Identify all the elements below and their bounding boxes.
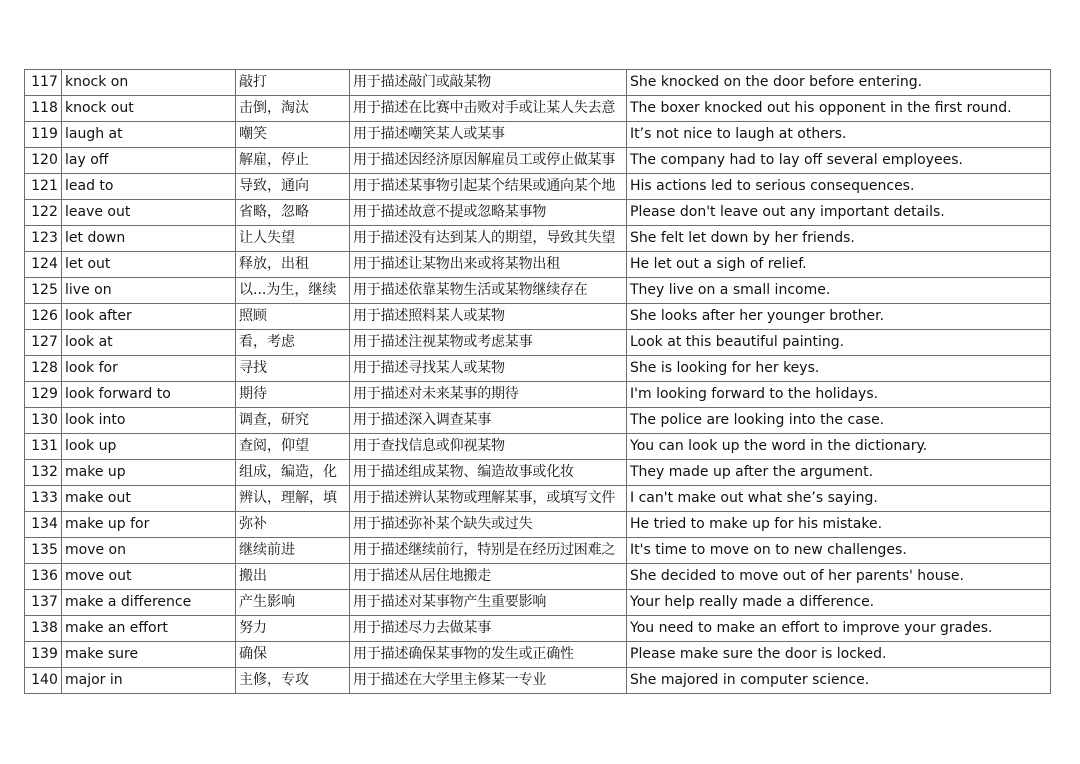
phrase-table [24, 69, 1051, 694]
phrase-cell: look into [62, 408, 236, 434]
usage-cell: 用于描述尽力去做某事 [350, 616, 627, 642]
phrase-cell: look after [62, 304, 236, 330]
example-cell: She majored in computer science. [627, 668, 1051, 694]
meaning-cell: 查阅，仰望 [236, 434, 350, 460]
row-number: 137 [25, 590, 62, 616]
usage-cell: 用于描述嘲笑某人或某事 [350, 122, 627, 148]
usage-cell: 用于描述寻找某人或某物 [350, 356, 627, 382]
table-row [25, 616, 1051, 642]
usage-cell: 用于描述辨认某物或理解某事，或填写文件 [350, 486, 627, 512]
usage-cell: 用于描述某事物引起某个结果或通向某个地 [350, 174, 627, 200]
phrase-cell: lay off [62, 148, 236, 174]
usage-cell: 用于描述照料某人或某物 [350, 304, 627, 330]
table-row [25, 486, 1051, 512]
table-row [25, 590, 1051, 616]
row-number: 125 [25, 278, 62, 304]
example-cell: You can look up the word in the dictionary. [627, 434, 1051, 460]
table-row [25, 148, 1051, 174]
phrase-cell: make an effort [62, 616, 236, 642]
phrase-cell: make a difference [62, 590, 236, 616]
usage-cell: 用于描述深入调查某事 [350, 408, 627, 434]
usage-cell: 用于描述组成某物、编造故事或化妆 [350, 460, 627, 486]
row-number: 120 [25, 148, 62, 174]
phrase-cell: move on [62, 538, 236, 564]
phrase-cell: laugh at [62, 122, 236, 148]
row-number: 132 [25, 460, 62, 486]
table-row [25, 460, 1051, 486]
meaning-cell: 嘲笑 [236, 122, 350, 148]
table-row [25, 642, 1051, 668]
meaning-cell: 导致，通向 [236, 174, 350, 200]
meaning-cell: 调查，研究 [236, 408, 350, 434]
table-row [25, 122, 1051, 148]
usage-cell: 用于描述继续前行，特别是在经历过困难之 [350, 538, 627, 564]
usage-cell: 用于描述确保某事物的发生或正确性 [350, 642, 627, 668]
meaning-cell: 解雇，停止 [236, 148, 350, 174]
table-row [25, 174, 1051, 200]
phrase-cell: make up [62, 460, 236, 486]
meaning-cell: 主修，专攻 [236, 668, 350, 694]
phrase-cell: look forward to [62, 382, 236, 408]
table-row [25, 382, 1051, 408]
phrase-cell: knock on [62, 70, 236, 96]
table-body [25, 70, 1051, 694]
example-cell: You need to make an effort to improve your grades. [627, 616, 1051, 642]
example-cell: They live on a small income. [627, 278, 1051, 304]
meaning-cell: 产生影响 [236, 590, 350, 616]
example-cell: Your help really made a difference. [627, 590, 1051, 616]
usage-cell: 用于描述对未来某事的期待 [350, 382, 627, 408]
meaning-cell: 敲打 [236, 70, 350, 96]
usage-cell: 用于描述敲门或敲某物 [350, 70, 627, 96]
usage-cell: 用于描述没有达到某人的期望，导致其失望 [350, 226, 627, 252]
meaning-cell: 让人失望 [236, 226, 350, 252]
meaning-cell: 继续前进 [236, 538, 350, 564]
row-number: 119 [25, 122, 62, 148]
usage-cell: 用于描述弥补某个缺失或过失 [350, 512, 627, 538]
meaning-cell: 看，考虑 [236, 330, 350, 356]
example-cell: Please make sure the door is locked. [627, 642, 1051, 668]
example-cell: It's time to move on to new challenges. [627, 538, 1051, 564]
phrase-cell: move out [62, 564, 236, 590]
example-cell: She felt let down by her friends. [627, 226, 1051, 252]
table-row [25, 278, 1051, 304]
table-row [25, 70, 1051, 96]
table-row [25, 226, 1051, 252]
example-cell: Please don't leave out any important details. [627, 200, 1051, 226]
meaning-cell: 辨认，理解，填 [236, 486, 350, 512]
meaning-cell: 释放，出租 [236, 252, 350, 278]
meaning-cell: 以...为生，继续 [236, 278, 350, 304]
example-cell: They made up after the argument. [627, 460, 1051, 486]
row-number: 131 [25, 434, 62, 460]
phrase-cell: let down [62, 226, 236, 252]
table-row [25, 304, 1051, 330]
usage-cell: 用于描述在比赛中击败对手或让某人失去意 [350, 96, 627, 122]
phrase-cell: live on [62, 278, 236, 304]
row-number: 124 [25, 252, 62, 278]
phrase-cell: major in [62, 668, 236, 694]
meaning-cell: 确保 [236, 642, 350, 668]
example-cell: The company had to lay off several employees. [627, 148, 1051, 174]
meaning-cell: 寻找 [236, 356, 350, 382]
usage-cell: 用于描述让某物出来或将某物出租 [350, 252, 627, 278]
table-row [25, 252, 1051, 278]
row-number: 140 [25, 668, 62, 694]
row-number: 126 [25, 304, 62, 330]
meaning-cell: 击倒，淘汰 [236, 96, 350, 122]
usage-cell: 用于描述因经济原因解雇员工或停止做某事 [350, 148, 627, 174]
row-number: 139 [25, 642, 62, 668]
usage-cell: 用于描述对某事物产生重要影响 [350, 590, 627, 616]
phrase-cell: look up [62, 434, 236, 460]
row-number: 117 [25, 70, 62, 96]
usage-cell: 用于描述注视某物或考虑某事 [350, 330, 627, 356]
meaning-cell: 努力 [236, 616, 350, 642]
usage-cell: 用于描述依靠某物生活或某物继续存在 [350, 278, 627, 304]
row-number: 127 [25, 330, 62, 356]
example-cell: She looks after her younger brother. [627, 304, 1051, 330]
row-number: 118 [25, 96, 62, 122]
phrase-cell: lead to [62, 174, 236, 200]
example-cell: His actions led to serious consequences. [627, 174, 1051, 200]
example-cell: She is looking for her keys. [627, 356, 1051, 382]
row-number: 135 [25, 538, 62, 564]
table-row [25, 200, 1051, 226]
row-number: 122 [25, 200, 62, 226]
table-row [25, 356, 1051, 382]
example-cell: Look at this beautiful painting. [627, 330, 1051, 356]
example-cell: I can't make out what she’s saying. [627, 486, 1051, 512]
row-number: 128 [25, 356, 62, 382]
example-cell: He let out a sigh of relief. [627, 252, 1051, 278]
meaning-cell: 组成，编造，化 [236, 460, 350, 486]
usage-cell: 用于描述故意不提或忽略某事物 [350, 200, 627, 226]
table-row [25, 96, 1051, 122]
phrase-cell: look for [62, 356, 236, 382]
table-row [25, 408, 1051, 434]
example-cell: The boxer knocked out his opponent in the first round. [627, 96, 1051, 122]
row-number: 129 [25, 382, 62, 408]
example-cell: She decided to move out of her parents' house. [627, 564, 1051, 590]
table-row [25, 564, 1051, 590]
phrase-cell: look at [62, 330, 236, 356]
table-row [25, 330, 1051, 356]
row-number: 130 [25, 408, 62, 434]
meaning-cell: 省略，忽略 [236, 200, 350, 226]
row-number: 123 [25, 226, 62, 252]
row-number: 133 [25, 486, 62, 512]
phrase-cell: make up for [62, 512, 236, 538]
phrase-cell: leave out [62, 200, 236, 226]
example-cell: It’s not nice to laugh at others. [627, 122, 1051, 148]
row-number: 134 [25, 512, 62, 538]
meaning-cell: 期待 [236, 382, 350, 408]
table-row [25, 538, 1051, 564]
usage-cell: 用于查找信息或仰视某物 [350, 434, 627, 460]
meaning-cell: 搬出 [236, 564, 350, 590]
table-row [25, 512, 1051, 538]
usage-cell: 用于描述从居住地搬走 [350, 564, 627, 590]
phrase-cell: knock out [62, 96, 236, 122]
example-cell: He tried to make up for his mistake. [627, 512, 1051, 538]
example-cell: I'm looking forward to the holidays. [627, 382, 1051, 408]
phrase-cell: make sure [62, 642, 236, 668]
table-row [25, 434, 1051, 460]
phrase-cell: make out [62, 486, 236, 512]
example-cell: The police are looking into the case. [627, 408, 1051, 434]
usage-cell: 用于描述在大学里主修某一专业 [350, 668, 627, 694]
row-number: 136 [25, 564, 62, 590]
row-number: 121 [25, 174, 62, 200]
meaning-cell: 弥补 [236, 512, 350, 538]
row-number: 138 [25, 616, 62, 642]
meaning-cell: 照顾 [236, 304, 350, 330]
example-cell: She knocked on the door before entering. [627, 70, 1051, 96]
table-row [25, 668, 1051, 694]
phrase-cell: let out [62, 252, 236, 278]
